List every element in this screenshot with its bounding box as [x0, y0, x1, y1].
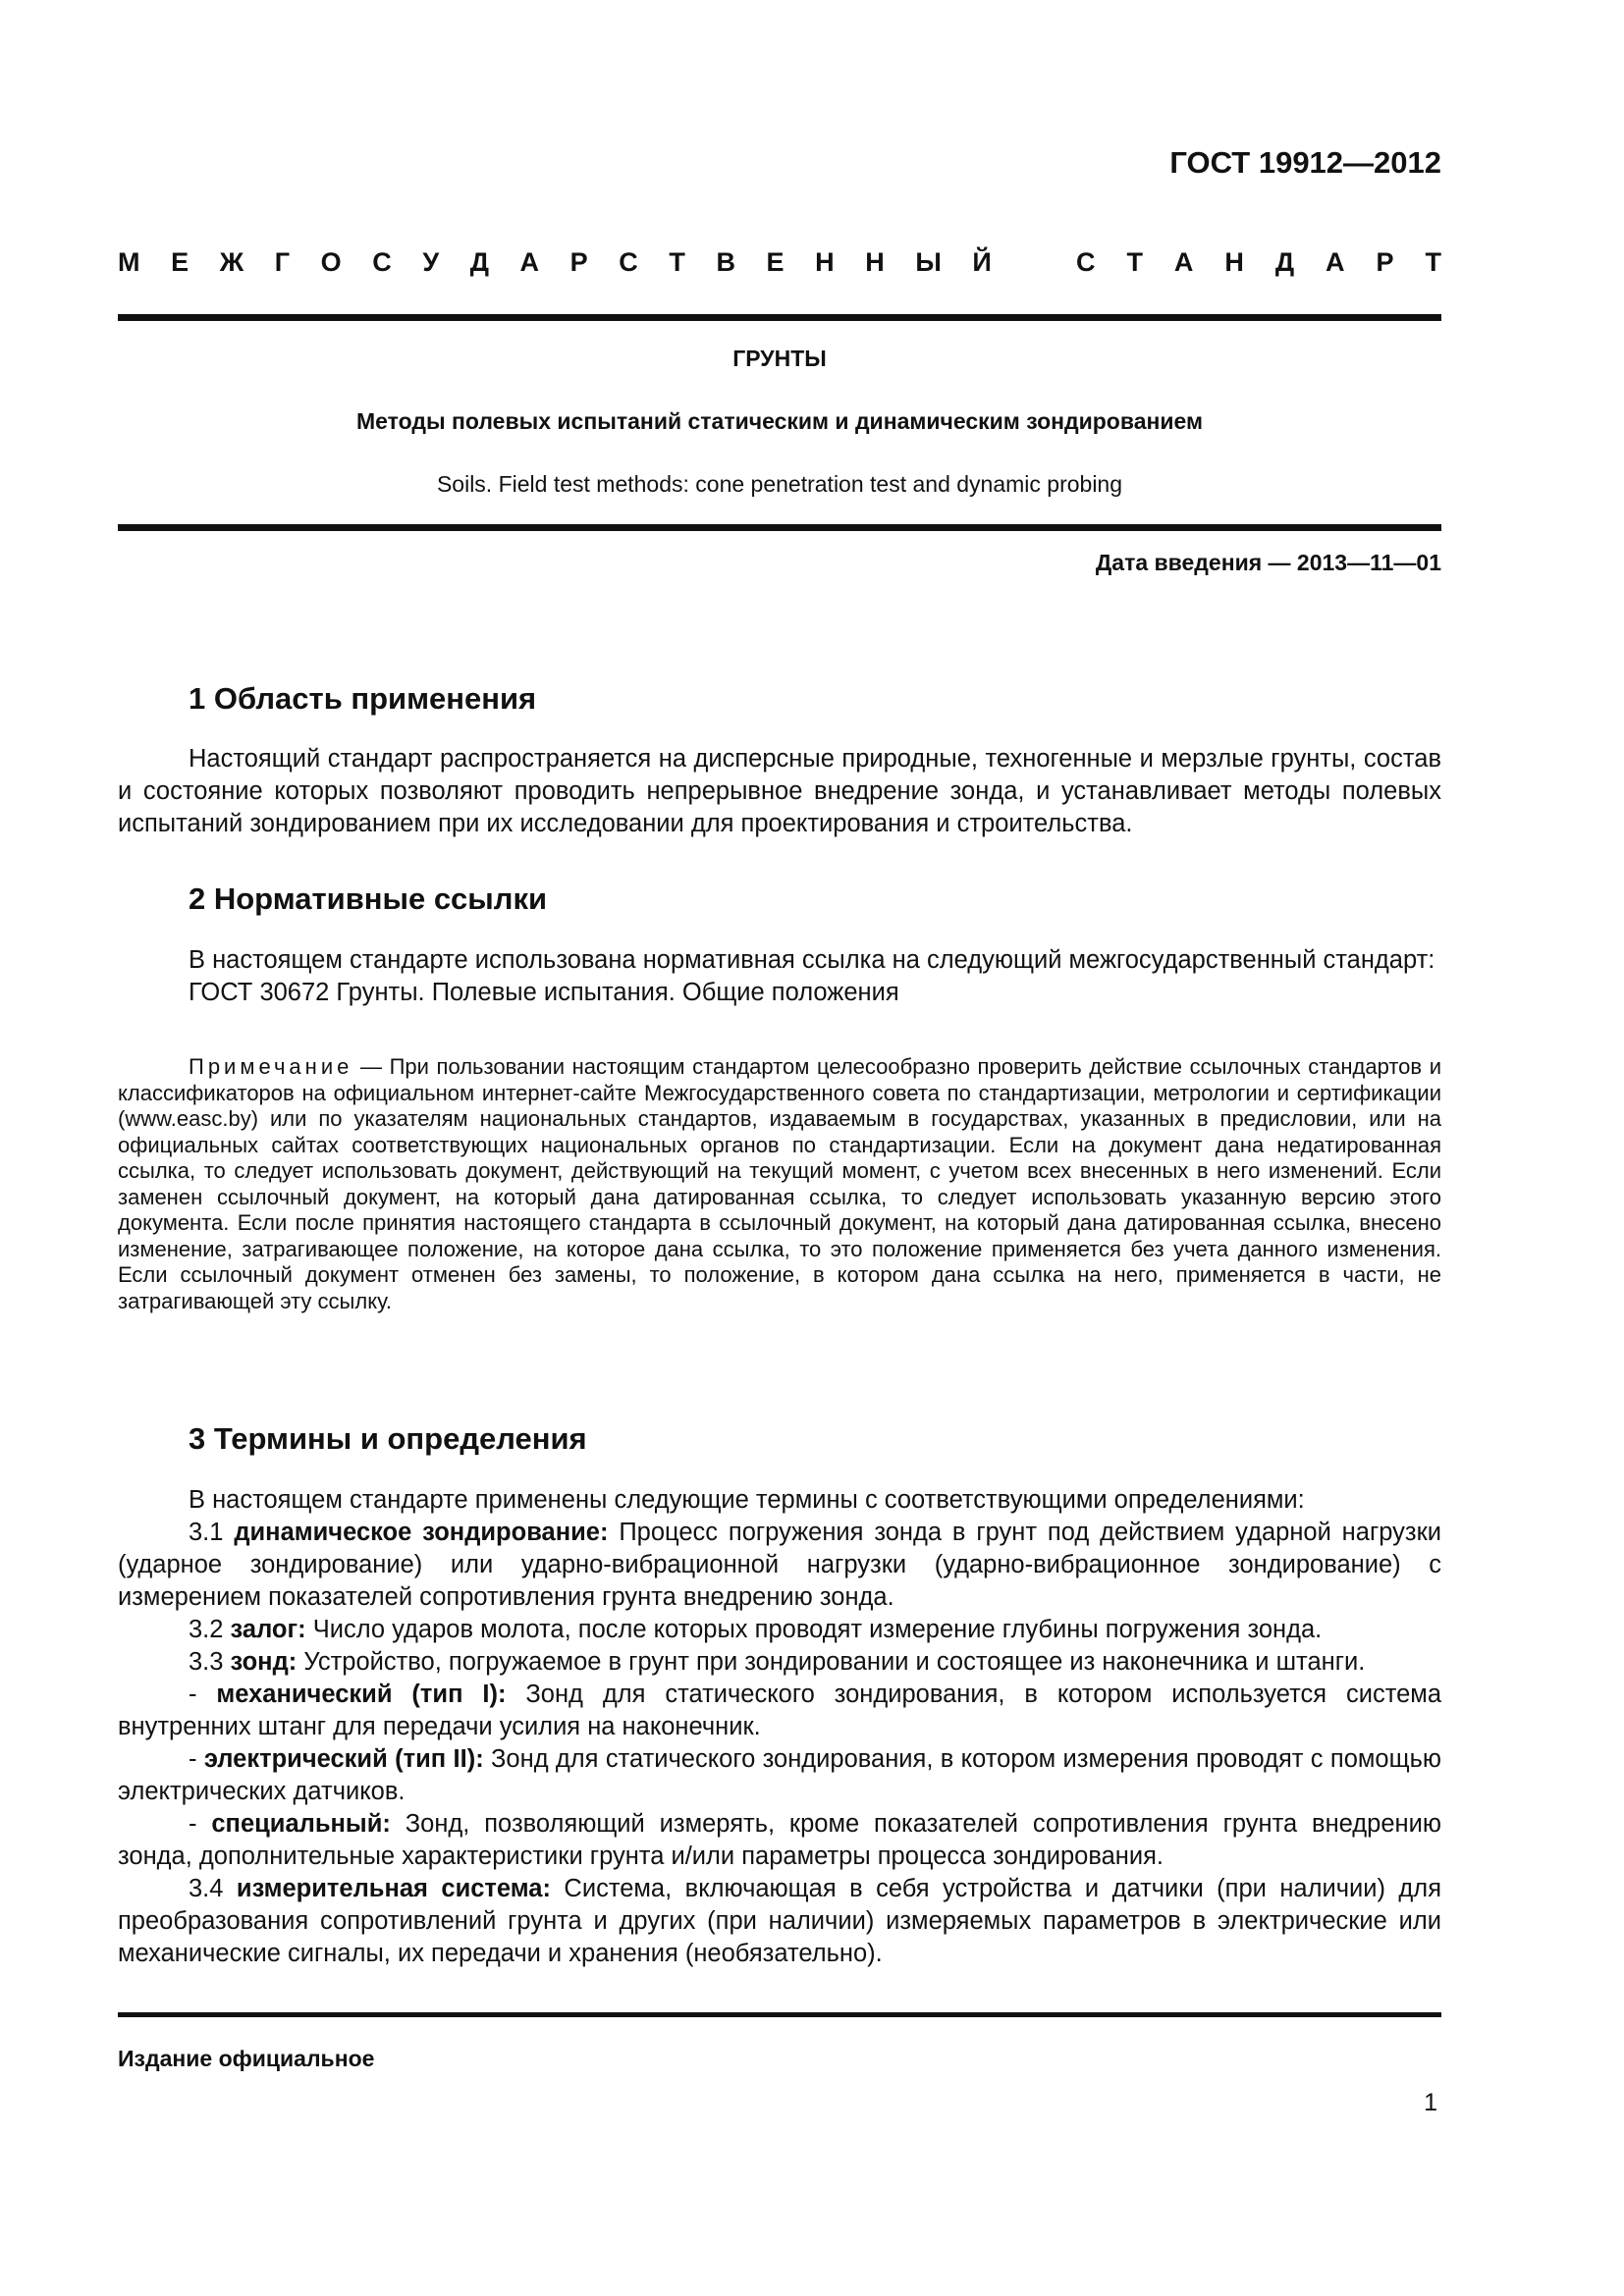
term-3-1-name: динамическое зондирование:	[234, 1519, 609, 1546]
banner-letter: Е	[766, 247, 785, 277]
section-2-heading: 2 Нормативные ссылки	[189, 881, 548, 916]
note-text: — При пользовании настоящим стандартом целесообразно проверить действие ссылочных стандартов и классификаторов на официальном интернет-сайте Межгосударственного совета по стандартизации, метрологии и сертификации (www.easc.by) или по указателям национальных стандартов, издаваемым в государствах, указанных в предисловии, или на официальных сайтах соответствующих национальных органов по стандартизации. Если на документ дана недатированная ссылка, то следует использовать документ, действующий на текущий момент, с учетом всех внесенных в него изменений. Если заменен ссылочный документ, на который дана датированная ссылка, то следует использовать указанную версию этого документа. Если после принятия настоящего стандарта в ссылочный документ, на который дана датированная ссылка, внесено изменение, затрагивающее положение, на которое дана ссылка, то это положение применяется без учета данного изменения. Если ссылочный документ отменен без замены, то положение, в котором дана ссылка на него, применяется в части, не затрагивающей эту ссылку.	[118, 1054, 1441, 1313]
banner-letter: У	[422, 247, 440, 277]
standard-code: ГОСТ 19912—2012	[1169, 145, 1441, 180]
banner-letter: М	[118, 247, 140, 277]
divider-bottom	[118, 2012, 1441, 2017]
banner-letter: С	[1076, 247, 1096, 277]
term-3-1: 3.1 динамическое зондирование: Процесс погружения зонда в грунт под действием ударной нагрузки (ударное зондирование) или ударно-вибрационной нагрузки (ударно-вибрационное зондирование) с измерением показателей сопротивления грунта внедрению зонда.	[118, 1519, 1441, 1611]
reference-item: ГОСТ 30672 Грунты. Полевые испытания. Общие положения	[189, 979, 899, 1006]
section-3-intro: В настоящем стандарте применены следующие термины с соответствующими определениями:	[189, 1486, 1305, 1514]
term-mechanical: - механический (тип I): Зонд для статического зондирования, в котором используется система внутренних штанг для передачи усилия на наконечник.	[118, 1681, 1441, 1740]
page-number: 1	[1424, 2089, 1437, 2116]
banner-letter: Т	[1126, 247, 1143, 277]
term-electric: - электрический (тип II): Зонд для статического зондирования, в котором измерения проводят с помощью электрических датчиков.	[118, 1745, 1441, 1805]
section-2-paragraph: В настоящем стандарте использована нормативная ссылка на следующий межгосударственный стандарт:	[189, 946, 1435, 974]
banner-letter: Ж	[219, 247, 244, 277]
note-label: Примечание	[189, 1054, 353, 1079]
banner-word-standard	[1076, 247, 1441, 278]
section-1-body	[118, 743, 1441, 840]
term-3-4-name: измерительная система:	[236, 1875, 551, 1902]
banner-letter: Д	[1274, 247, 1295, 277]
section-1-heading: 1 Область применения	[189, 681, 537, 716]
term-3-3-name: зонд:	[230, 1648, 298, 1676]
term-electric-name: электрический (тип II):	[203, 1745, 484, 1773]
document-title: ГРУНТЫ	[732, 346, 827, 371]
document-subtitle: Методы полевых испытаний статическим и динамическим зондированием	[355, 408, 1204, 434]
banner-letter: В	[716, 247, 735, 277]
banner-letter: А	[1173, 247, 1194, 277]
banner-letter: О	[320, 247, 342, 277]
banner-letter: Г	[274, 247, 291, 277]
term-special-name: специальный:	[211, 1810, 391, 1838]
term-mechanical-name: механический (тип I):	[216, 1681, 507, 1708]
banner-letter: Т	[1425, 247, 1441, 277]
document-english-title: Soils. Field test methods: cone penetration test and dynamic probing	[436, 471, 1123, 497]
banner-letter: Р	[1376, 247, 1394, 277]
banner-letter: А	[519, 247, 540, 277]
note-block	[118, 1054, 1441, 1314]
banner-letter: Д	[469, 247, 489, 277]
banner-letter: А	[1326, 247, 1345, 277]
interstate-standard-banner	[118, 247, 1441, 278]
banner-letter: Ы	[915, 247, 942, 277]
banner-letter: Н	[1224, 247, 1244, 277]
document-page	[118, 0, 1441, 2296]
section-3-heading: 3 Термины и определения	[189, 1421, 587, 1456]
banner-letter: Т	[669, 247, 685, 277]
divider-top	[118, 314, 1441, 321]
introduction-date: Дата введения — 2013—11—01	[1095, 550, 1441, 575]
banner-letter: Н	[815, 247, 835, 277]
banner-letter: Р	[569, 247, 588, 277]
term-3-2: 3.2 залог: Число ударов молота, после которых проводят измерение глубины погружения зонда.	[189, 1616, 1323, 1643]
term-3-3: 3.3 зонд: Устройство, погружаемое в грунт при зондировании и состоящее из наконечника и штанги.	[189, 1648, 1366, 1676]
term-3-2-name: залог:	[230, 1616, 306, 1643]
section-2-body	[118, 944, 1441, 1009]
section-3-body	[118, 1484, 1441, 1970]
banner-letter: С	[619, 247, 638, 277]
term-special: - специальный: Зонд, позволяющий измерять, кроме показателей сопротивления грунта внедрению зонда, дополнительные характеристики грунта и/или параметры процесса зондирования.	[118, 1810, 1441, 1870]
section-1-paragraph: Настоящий стандарт распространяется на дисперсные природные, техногенные и мерзлые грунты, состав и состояние которых позволяют проводить непрерывное внедрение зонда, и устанавливает методы полевых испытаний зондированием при их исследовании для проектирования и строительства.	[118, 745, 1441, 837]
official-edition-label: Издание официальное	[118, 2046, 375, 2071]
banner-word-interstate	[118, 247, 992, 278]
banner-letter: Й	[972, 247, 992, 277]
banner-letter: Е	[171, 247, 189, 277]
term-3-4: 3.4 измерительная система: Система, включающая в себя устройства и датчики (при наличии) для преобразования сопротивлений грунта и других (при наличии) измеряемых параметров в электрические или механические сигналы, их передачи и хранения (необязательно).	[118, 1875, 1441, 1967]
banner-letter: Н	[865, 247, 885, 277]
divider-middle	[118, 524, 1441, 531]
banner-letter: С	[372, 247, 392, 277]
